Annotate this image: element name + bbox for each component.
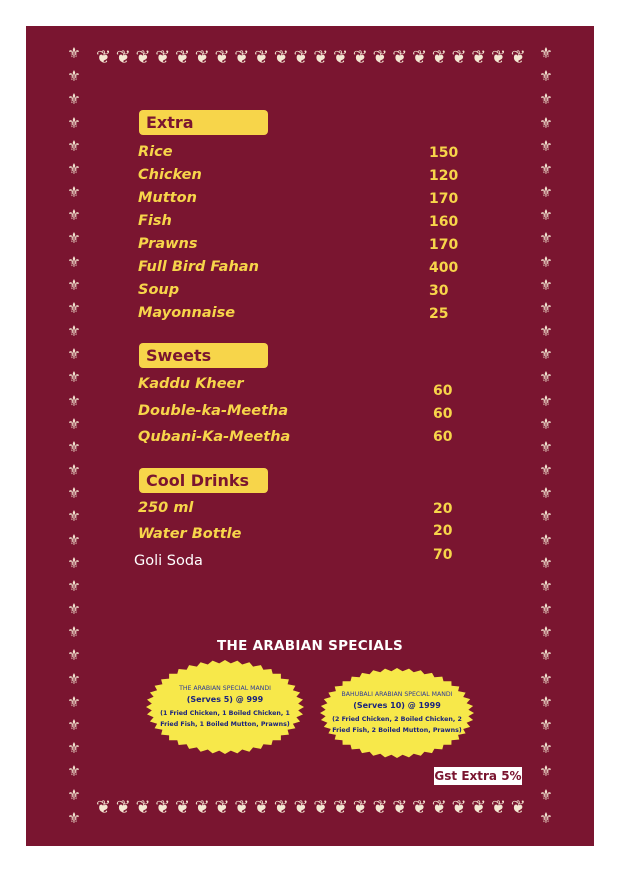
- ornament-glyph: ⚜: [67, 669, 81, 688]
- ornament-glyph: ⚜: [67, 113, 81, 132]
- ornament-glyph: ❦: [333, 797, 349, 818]
- ornament-glyph: ⚜: [67, 414, 81, 433]
- ornament-glyph: ⚜: [539, 345, 553, 364]
- badge-serves: (Serves 5) @ 999: [186, 694, 264, 704]
- ornament-glyph: ⚜: [67, 553, 81, 572]
- specials-title: THE ARABIAN SPECIALS: [216, 638, 404, 654]
- ornament-glyph: ❦: [392, 797, 408, 818]
- ornament-glyph: ⚜: [67, 229, 81, 248]
- ornament-glyph: ❦: [293, 47, 309, 68]
- ornament-glyph: ❦: [471, 797, 487, 818]
- special-badge-bahubali-mandi: [320, 668, 474, 758]
- top-ornament-border: [96, 42, 526, 74]
- ornament-glyph: ❦: [510, 47, 526, 68]
- ornament-glyph: ⚜: [67, 206, 81, 225]
- ornament-glyph: ⚜: [539, 553, 553, 572]
- ornament-glyph: ⚜: [539, 275, 553, 294]
- ornament-glyph: ⚜: [67, 461, 81, 480]
- ornament-glyph: ❦: [234, 797, 250, 818]
- ornament-glyph: ⚜: [539, 368, 553, 387]
- ornament-glyph: ❦: [313, 797, 329, 818]
- menu-item-price: 30: [429, 283, 449, 299]
- ornament-glyph: ⚜: [67, 623, 81, 642]
- ornament-glyph: ⚜: [539, 785, 553, 804]
- ornament-glyph: ⚜: [539, 669, 553, 688]
- ornament-glyph: ⚜: [67, 90, 81, 109]
- ornament-glyph: ❦: [431, 797, 447, 818]
- menu-item-price: 70: [433, 547, 453, 563]
- ornament-glyph: ❦: [155, 47, 171, 68]
- ornament-glyph: ❦: [254, 47, 270, 68]
- ornament-glyph: ❦: [175, 797, 191, 818]
- ornament-glyph: ❦: [96, 797, 112, 818]
- ornament-glyph: ⚜: [67, 437, 81, 456]
- section-heading-extra: Extra: [139, 110, 268, 135]
- ornament-glyph: ⚜: [67, 275, 81, 294]
- ornament-glyph: ⚜: [539, 623, 553, 642]
- ornament-glyph: ❦: [194, 47, 210, 68]
- ornament-glyph: ❦: [372, 47, 388, 68]
- ornament-glyph: ⚜: [539, 461, 553, 480]
- ornament-glyph: ⚜: [67, 252, 81, 271]
- ornament-glyph: ❦: [471, 47, 487, 68]
- ornament-glyph: ⚜: [539, 391, 553, 410]
- ornament-glyph: ⚜: [539, 90, 553, 109]
- ornament-glyph: ❦: [392, 47, 408, 68]
- special-badge-arabian-mandi: [146, 660, 304, 754]
- ornament-glyph: ⚜: [539, 136, 553, 155]
- ornament-glyph: ⚜: [539, 298, 553, 317]
- ornament-glyph: ⚜: [67, 692, 81, 711]
- ornament-glyph: ⚜: [539, 46, 553, 62]
- menu-item-price: 170: [429, 237, 459, 253]
- ornament-glyph: ⚜: [67, 600, 81, 619]
- ornament-glyph: ⚜: [67, 322, 81, 341]
- menu-item-name: Rice: [138, 144, 173, 160]
- ornament-glyph: ⚜: [539, 113, 553, 132]
- ornament-glyph: ❦: [313, 47, 329, 68]
- ornament-glyph: ⚜: [539, 414, 553, 433]
- ornament-glyph: ❦: [273, 47, 289, 68]
- bottom-ornament-border: [96, 792, 526, 824]
- menu-item-name: Prawns: [138, 236, 198, 252]
- ornament-glyph: ⚜: [539, 322, 553, 341]
- ornament-glyph: ❦: [352, 797, 368, 818]
- ornament-glyph: ❦: [431, 47, 447, 68]
- ornament-glyph: ⚜: [67, 808, 81, 826]
- ornament-glyph: ⚜: [67, 785, 81, 804]
- ornament-glyph: ⚜: [67, 298, 81, 317]
- ornament-glyph: ⚜: [539, 739, 553, 758]
- ornament-glyph: ⚜: [67, 646, 81, 665]
- ornament-glyph: ⚜: [539, 159, 553, 178]
- ornament-glyph: ❦: [234, 47, 250, 68]
- ornament-glyph: ⚜: [67, 159, 81, 178]
- menu-item-price: 170: [429, 191, 459, 207]
- ornament-glyph: ⚜: [539, 646, 553, 665]
- menu-item-name: Mayonnaise: [138, 305, 236, 321]
- menu-item-name: Water Bottle: [138, 526, 242, 542]
- ornament-glyph: ⚜: [67, 391, 81, 410]
- badge-serves: (Serves 10) @ 1999: [353, 700, 441, 710]
- menu-item-name: 250 ml: [138, 500, 194, 516]
- ornament-glyph: ⚜: [539, 530, 553, 549]
- ornament-glyph: ❦: [214, 797, 230, 818]
- menu-item-name: Kaddu Kheer: [138, 376, 244, 392]
- ornament-glyph: ❦: [352, 47, 368, 68]
- ornament-glyph: ⚜: [67, 762, 81, 781]
- right-ornament-border: [526, 46, 566, 826]
- menu-card: [26, 26, 594, 846]
- ornament-glyph: ❦: [96, 47, 112, 68]
- menu-item-price: 25: [429, 306, 449, 322]
- badge-title: THE ARABIAN SPECIAL MANDI: [179, 684, 271, 692]
- menu-item-price: 150: [429, 145, 459, 161]
- ornament-glyph: ❦: [254, 797, 270, 818]
- ornament-glyph: ⚜: [539, 206, 553, 225]
- ornament-glyph: ❦: [115, 47, 131, 68]
- menu-item-name: Fish: [138, 213, 172, 229]
- ornament-glyph: ⚜: [539, 484, 553, 503]
- ornament-glyph: ❦: [491, 797, 507, 818]
- menu-item-name: Double-ka-Meetha: [138, 403, 289, 419]
- menu-item-name: Qubani-Ka-Meetha: [138, 429, 291, 445]
- ornament-glyph: ⚜: [539, 576, 553, 595]
- ornament-glyph: ❦: [491, 47, 507, 68]
- left-ornament-border: [54, 46, 94, 826]
- ornament-glyph: ⚜: [539, 507, 553, 526]
- ornament-glyph: ⚜: [539, 808, 553, 826]
- ornament-glyph: ⚜: [67, 576, 81, 595]
- ornament-glyph: ⚜: [539, 692, 553, 711]
- ornament-glyph: ⚜: [67, 368, 81, 387]
- ornament-glyph: ❦: [135, 47, 151, 68]
- ornament-glyph: ❦: [214, 47, 230, 68]
- ornament-glyph: ⚜: [67, 530, 81, 549]
- ornament-glyph: ⚜: [539, 183, 553, 202]
- menu-item-price: 20: [433, 501, 453, 517]
- ornament-glyph: ❦: [135, 797, 151, 818]
- ornament-glyph: ⚜: [67, 715, 81, 734]
- ornament-glyph: ⚜: [67, 484, 81, 503]
- ornament-glyph: ❦: [451, 47, 467, 68]
- ornament-glyph: ❦: [412, 47, 428, 68]
- ornament-glyph: ⚜: [67, 136, 81, 155]
- section-heading-sweets: Sweets: [139, 343, 268, 368]
- badge-details: (2 Fried Chicken, 2 Boiled Chicken, 2 Fried Fish, 2 Boiled Mutton, Prawns): [332, 715, 462, 734]
- ornament-glyph: ❦: [372, 797, 388, 818]
- badge-title: BAHUBALI ARABIAN SPECIAL MANDI: [341, 690, 453, 698]
- ornament-glyph: ⚜: [539, 437, 553, 456]
- ornament-glyph: ⚜: [67, 507, 81, 526]
- ornament-glyph: ⚜: [67, 183, 81, 202]
- ornament-glyph: ❦: [273, 797, 289, 818]
- ornament-glyph: ❦: [155, 797, 171, 818]
- ornament-glyph: ❦: [412, 797, 428, 818]
- ornament-glyph: ⚜: [539, 600, 553, 619]
- menu-item-price: 160: [429, 214, 459, 230]
- ornament-glyph: ❦: [510, 797, 526, 818]
- badge-details: (1 Fried Chicken, 1 Boiled Chicken, 1 Fried Fish, 1 Boiled Mutton, Prawns): [160, 709, 290, 728]
- menu-item-price: 60: [433, 383, 453, 399]
- menu-item-name: Soup: [138, 282, 180, 298]
- ornament-glyph: ⚜: [539, 229, 553, 248]
- ornament-glyph: ❦: [451, 797, 467, 818]
- ornament-glyph: ❦: [333, 47, 349, 68]
- menu-item-price: 120: [429, 168, 459, 184]
- menu-item-price: 20: [433, 523, 453, 539]
- menu-item-name: Full Bird Fahan: [138, 259, 259, 275]
- menu-item-name: Mutton: [138, 190, 197, 206]
- ornament-glyph: ⚜: [539, 252, 553, 271]
- ornament-glyph: ⚜: [539, 67, 553, 86]
- ornament-glyph: ⚜: [539, 715, 553, 734]
- menu-item-price: 400: [429, 260, 459, 276]
- ornament-glyph: ⚜: [67, 46, 81, 62]
- ornament-glyph: ⚜: [67, 67, 81, 86]
- ornament-glyph: ⚜: [67, 345, 81, 364]
- ornament-glyph: ⚜: [67, 739, 81, 758]
- gst-note: Gst Extra 5%: [434, 769, 522, 783]
- section-heading-cool-drinks: Cool Drinks: [139, 468, 268, 493]
- ornament-glyph: ❦: [175, 47, 191, 68]
- ornament-glyph: ❦: [293, 797, 309, 818]
- ornament-glyph: ❦: [194, 797, 210, 818]
- ornament-glyph: ❦: [115, 797, 131, 818]
- menu-item-name: Chicken: [138, 167, 202, 183]
- menu-item-price: 60: [433, 429, 453, 445]
- menu-item-name: Goli Soda: [134, 553, 203, 569]
- menu-item-price: 60: [433, 406, 453, 422]
- ornament-glyph: ⚜: [539, 762, 553, 781]
